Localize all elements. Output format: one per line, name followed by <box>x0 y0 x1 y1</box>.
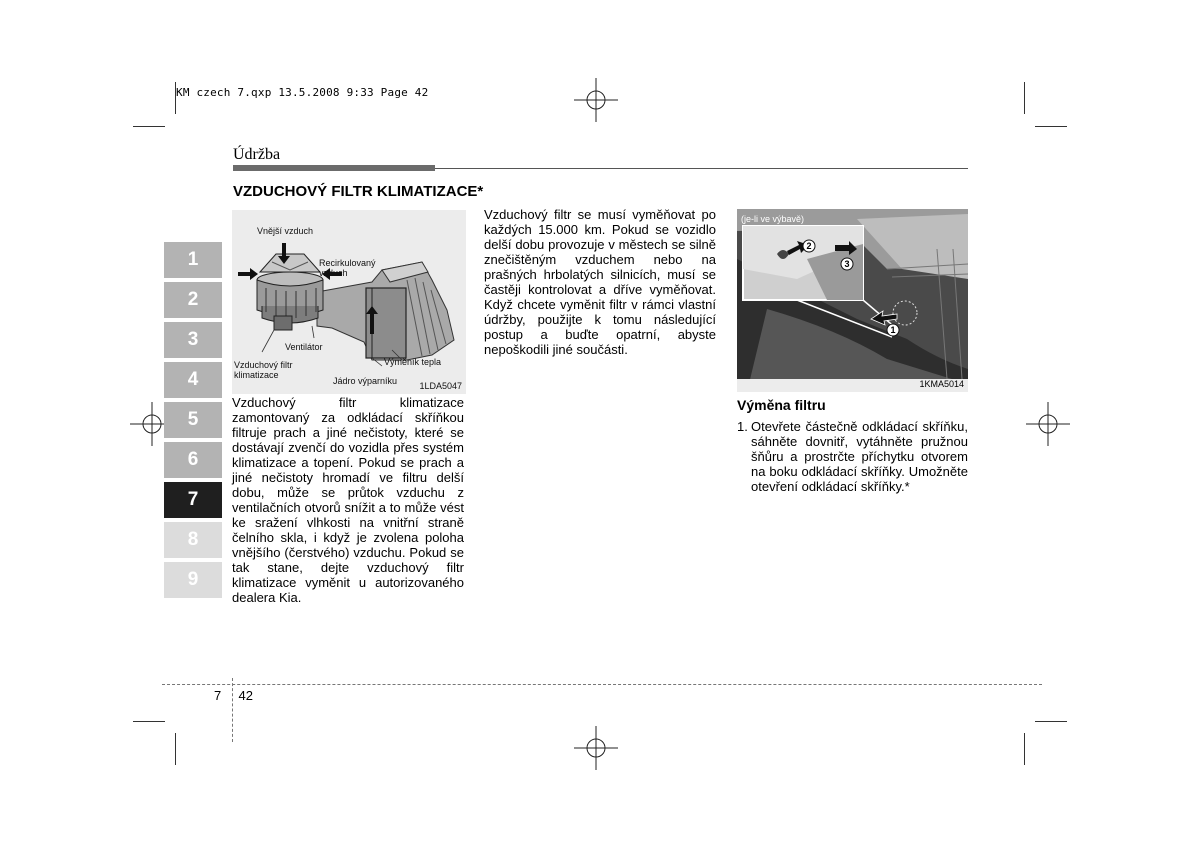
page-number <box>214 688 253 703</box>
chapter-tab[interactable] <box>164 242 222 278</box>
chapter-tab-label: 4 <box>187 369 199 390</box>
registration-mark-right <box>1026 402 1070 446</box>
figure-code: 1KMA5014 <box>919 379 964 389</box>
chapter-tab-label: 8 <box>187 529 199 550</box>
chapter-number: 7 <box>214 688 222 703</box>
marker-3: 3 <box>844 259 850 269</box>
label-outside-air: Vnější vzduch <box>257 226 314 236</box>
crop-mark-tr-v <box>1024 82 1025 114</box>
print-slug: KM czech 7.qxp 13.5.2008 9:33 Page 42 <box>176 86 429 99</box>
registration-mark-top <box>574 78 618 122</box>
page-heading: VZDUCHOVÝ FILTR KLIMATIZACE* <box>233 183 484 200</box>
chapter-tab[interactable] <box>164 522 222 558</box>
footer-rule <box>162 684 1042 685</box>
figure-caption-equipment: (je-li ve výbavě) <box>741 214 805 224</box>
step-item <box>737 419 968 494</box>
label-fan: Ventilátor <box>285 342 323 352</box>
chapter-tab[interactable] <box>164 402 222 438</box>
registration-mark-bottom <box>574 726 618 770</box>
replacement-heading: Výměna filtru <box>737 397 826 413</box>
glovebox-illustration <box>737 209 968 392</box>
chapter-tab-label: 1 <box>187 249 199 270</box>
glovebox-photo-figure <box>737 209 968 392</box>
chapter-tab-label: 2 <box>187 289 199 310</box>
label-heat-exchanger: Výměník tepla <box>384 357 442 367</box>
chapter-tab-active[interactable] <box>164 482 222 518</box>
section-title: Údržba <box>233 146 281 163</box>
interval-paragraph: Vzduchový filtr se musí vyměňovat po každých 15.000 km. Pokud se vozidlo delší dobu provozuje v městech se silně znečištěným vzduchem nebo na prašných hrbolatých silnicích, musí se častěji kontrolovat a dříve vyměňovat. Když chcete vyměnit filtr v rámci vlastní údržby, použijte k tomu následující postup a buďte opatrní, abyste nepoškodili jiné součásti. <box>484 207 716 357</box>
marker-1: 1 <box>890 325 896 335</box>
chapter-tab[interactable] <box>164 282 222 318</box>
step-text: Otevřete částečně odkládací skříňku, sáhněte dovnitř, vytáhněte pružnou šňůru a prostrčte příchytku otvorem na boku odkládací skříňky. Umožněte otevření odkládací skříňky.* <box>751 419 968 494</box>
section-rule-bar <box>233 165 435 171</box>
chapter-tabs <box>164 242 222 602</box>
label-recirculated-air: Recirkulovaný vzduch <box>319 258 376 278</box>
label-filter: Vzduchový filtr klimatizace <box>234 360 293 380</box>
figure-code: 1LDA5047 <box>419 381 462 391</box>
chapter-tab[interactable] <box>164 322 222 358</box>
crop-mark-bl-v <box>175 733 176 765</box>
crop-mark-tl-h <box>133 126 165 127</box>
marker-2: 2 <box>806 241 812 251</box>
chapter-tab[interactable] <box>164 362 222 398</box>
chapter-tab-label: 3 <box>187 329 199 350</box>
chapter-tab[interactable] <box>164 442 222 478</box>
step-number: 1. <box>737 419 748 434</box>
crop-mark-br-v <box>1024 733 1025 765</box>
page-number-value: 42 <box>238 688 253 703</box>
chapter-tab-label: 9 <box>187 569 199 590</box>
chapter-tab-label: 5 <box>187 409 199 430</box>
label-evaporator: Jádro výparníku <box>333 376 398 386</box>
airflow-diagram-figure <box>232 210 466 394</box>
crop-mark-br-h <box>1035 721 1067 722</box>
chapter-tab[interactable] <box>164 562 222 598</box>
crop-mark-tr-h <box>1035 126 1067 127</box>
chapter-tab-label: 6 <box>187 449 199 470</box>
chapter-tab-label: 7 <box>187 489 199 510</box>
crop-mark-bl-h <box>133 721 165 722</box>
intro-paragraph: Vzduchový filtr klimatizace zamontovaný za odkládací skříňkou filtruje prach a jiné nečistoty, které se dostávají zvenčí do vozidla přes systém klimatizace a topení. Pokud se prach a jiné nečistoty hromadí ve filtru delší dobu, může se průtok vzduchu z ventilačních otvorů snížit a to může vést ke sražení vlhkosti na vnitřní straně čelního skla, i když je zvolena poloha vnějšího (čerstvého) vzduchu. Pokud se tak stane, dejte vzduchový filtr klimatizace vyměnit u autorizovaného dealera Kia. <box>232 395 464 605</box>
